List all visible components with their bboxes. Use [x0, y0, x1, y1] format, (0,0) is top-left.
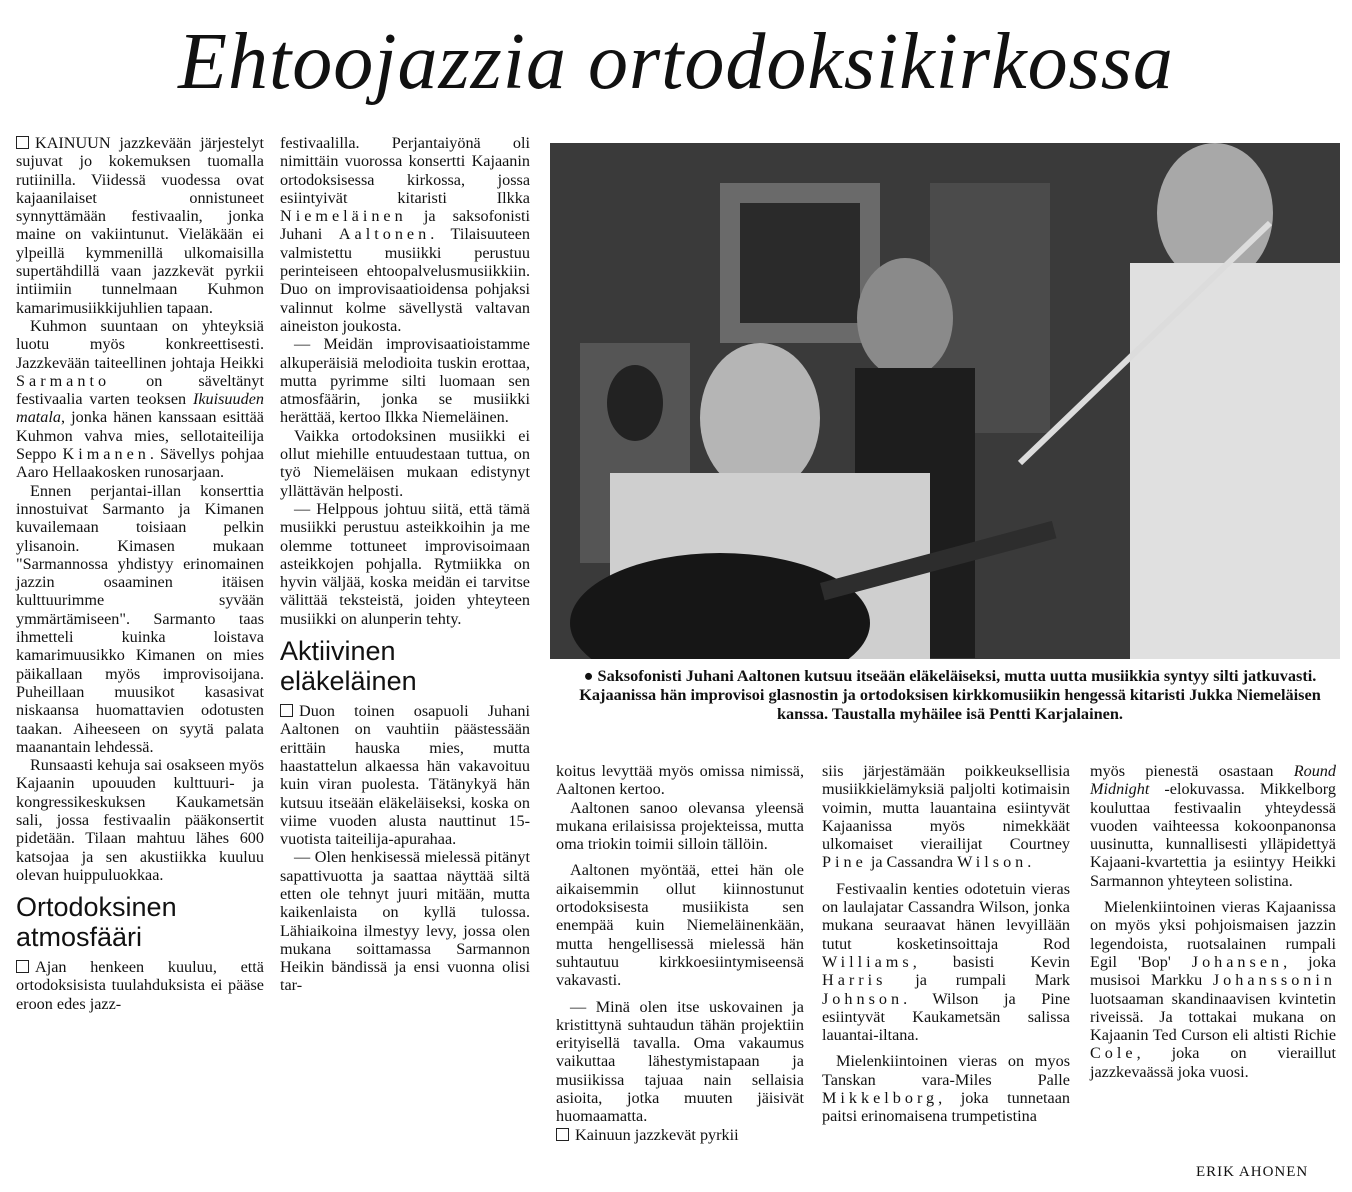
paragraph: Runsaasti kehuja sai osakseen myös Kajaanin upouuden kulttuuri- ja kongressikeskuksen Kaukametsän sali, jossa festivaalin pääkonsertit pidetään. Tilaan mahtuu lähes 600 katsojaa ja sen akustiikka kuuluu olevan huippuluokkaa.	[16, 756, 264, 884]
headline: Ehtoojazzia ortodoksikirkossa	[178, 18, 1174, 106]
paragraph: — Meidän improvisaatioistamme alkuperäisiä melodioita tuskin erottaa, mutta pyrimme silti luomaan sen atmosfäärin, jonka se musiikki herättää, kertoo Ilkka Niemeläinen.	[280, 335, 530, 427]
paragraph: KAINUUN jazzkevään järjestelyt sujuvat jo kokemuksen tuomalla rutiinilla. Viidessä vuodessa ovat kajaanilaiset onnistuneet synnyttämään festivaalin, jonka maine on vakiintunut. Vieläkään ei ylpeillä kymmenillä ulkomaisilla supertähdillä vaan jazzkevät pyrkii intiimiin tunnelmaan Kuhmon kamarimusiikkijuhlien tapaan.	[16, 134, 264, 317]
column-2	[280, 134, 530, 995]
paragraph: Aaltonen myöntää, ettei hän ole aikaisemmin ollut kiinnostunut ortodoksisesta musiikista sen enempää kuin Niemeläinenkään, mutta hengellisessä mielessä hän suhtautuu kirkkoesiintymiseensä vakavasti.	[556, 861, 804, 990]
paragraph: — Olen henkisessä mielessä pitänyt sapattivuotta ja saattaa näyttää siltä etten ole tehnyt juuri mitään, mutta kaikenlaista on kyllä tulossa. Lähiaikoina ilmestyy levy, jossa olen mukana soittamassa Sarmannon Heikin bändissä ja ensi vuonna olisi tar-	[280, 848, 530, 995]
photo-caption: ● Saksofonisti Juhani Aaltonen kutsuu itseään eläkeläiseksi, mutta uutta musiikkia syntyy silti jatkuvasti. Kajaanissa hän improvisoi glasnostin ja ortodoksisen kirkkomusiikin hengessä kitaristi Jukka Niemeläisen kanssa. Taustalla myhäilee isä Pentti Karjalainen.	[579, 666, 1321, 723]
paragraph: Kuhmon suuntaan on yhteyksiä luotu myös konkreettisesti. Jazzkevään taiteellinen johtaja Heikki Sarmanto on säveltänyt festivaalia varten teoksen Ikuisuuden matala, jonka hänen kanssaan esittää Kuhmon vahva mies, sellotaiteilija Seppo Kimanen. Sävellys pohjaa Aaro Hellaakosken runosarjaan.	[16, 316, 264, 482]
byline: ERIK AHONEN	[1196, 1164, 1309, 1180]
paragraph: Ajan henkeen kuuluu, että ortodoksisista tuulahduksista ei pääse eroon edes jazz-	[16, 958, 264, 1013]
paragraph: myös pienestä osastaan Round Midnight -elokuvassa. Mikkelborg kouluttaa festivaalin yhteydessä vuoden vaihteessa kokoonpanonsa uusinutta, kunnallisesti ylläpidettyä Kajaani-kvartettia ja esiintyy Heikki Sarmannon yhteyteen solistina.	[1090, 762, 1336, 890]
paragraph: Ennen perjantai-illan konserttia innostuivat Sarmanto ja Kimanen kuvailemaan toisiaan pelkin ylisanoin. Kimasen mukaan "Sarmannossa yhdistyy erinomainen jazzin osaaminen itäisen kulttuurimme syvään ymmärtämiseen". Sarmanto taas ihmetteli kuinka loistava kamarimuusikko Kimanen on mies päikallaan myös improvisoijana. Puheillaan muusikot kasasivat niskaansa huomattavien odotusten taakan. Aiheeseen on syytä palata maanantain lehdessä.	[16, 481, 264, 756]
column-4	[822, 762, 1070, 1126]
paragraph: siis järjestämään poikkeuksellisia musiikkielämyksiä paljolti kotimaisin voimin, mutta lauantaina esiintyvät Kajaanissa myös nimekkäät ulkomaiset vierailijat Courtney Pine ja Cassandra Wilson.	[822, 762, 1070, 872]
subheading: Ortodoksinen atmosfääri	[16, 892, 177, 953]
paragraph: Duon toinen osapuoli Juhani Aaltonen on vauhtiin päästessään erittäin hauska mies, mutta haastattelun alkaessa hän vakavoituu kuin viran puolesta. Tätänykyä hän kutsuu itseään eläkeläiseksi, koska on viime vuoden alusta nauttinut 15-vuotista taiteilija-apurahaa.	[280, 702, 530, 849]
subheading: Aktiivinen eläkeläinen	[280, 636, 417, 697]
paragraph: festivaalilla. Perjantaiyönä oli nimittäin vuorossa konsertti Kajaanin ortodoksisessa kirkossa, jossa esiintyivät kitaristi Ilkka Niemeläinen ja saksofonisti Juhani Aaltonen. Tilaisuuteen valmistettu musiikki perustuu perinteiseen ehtoopalvelusmusiikkiin. Duo on improvisaatioidensa pohjaksi valinnut kolme sävellystä valtavan aineiston joukosta.	[280, 134, 530, 335]
paragraph: — Minä olen itse uskovainen ja kristittynä suhtaudun tähän projektiin erityisellä tavalla. Oma vakaumus vaikuttaa lähestymistapaan ja musiikissa tajuaa nain sellaisia asioita, jotka muuten jäisivät huomaamatta.	[556, 997, 804, 1126]
column-5	[1090, 762, 1336, 1081]
paragraph: koitus levyttää myös omissa nimissä, Aaltonen kertoo.	[556, 762, 804, 799]
paragraph: Festivaalin kenties odotetuin vieras on laulajatar Cassandra Wilson, jonka mukana seuraavat hänen levyillään tutut kosketinsoittaja Rod Williams, basisti Kevin Harris ja rumpali Mark Johnson. Wilson ja Pine esiintyvät Kaukametsän salissa lauantai-iltana.	[822, 879, 1070, 1045]
square-bullet-icon	[16, 960, 29, 973]
paragraph: Mielenkiintoinen vieras on myos Tanskan vara-Miles Palle Mikkelborg, joka tunnetaan paitsi erinomaisena trumpetistina	[822, 1052, 1070, 1126]
photo-musicians-in-church	[550, 143, 1340, 659]
square-bullet-icon	[556, 1128, 569, 1141]
paragraph: — Helppous johtuu siitä, että tämä musiikki perustuu asteikkoihin ja me olemme tottuneet improvisoimaan asteikkojen pohjalla. Rytmiikka on hyvin väljää, koska meidän ei tarvitse välittää teksteistä, joiden yhteyteen musiikki on alunperin tehty.	[280, 499, 530, 628]
paragraph: Aaltonen sanoo olevansa yleensä mukana erilaisissa projekteissa, mutta oma triokin toimii silloin tällöin.	[556, 798, 804, 854]
square-bullet-icon	[280, 704, 293, 717]
column-1	[16, 134, 264, 1013]
paragraph: Mielenkiintoinen vieras Kajaanissa on myös yksi pohjoismaisen jazzin legendoista, ruotsalainen rumpali Egil 'Bop' Johansen, joka musisoi Markku Johanssonin luotsaaman skandinaavisen kvintetin riveissä. Ja tottakai mukana on Kajaanin Ted Curson eli altisti Richie Cole, joka on vieraillut jazzkevaässä joka vuosi.	[1090, 898, 1337, 1081]
paragraph: Vaikka ortodoksinen musiikki ei ollut miehille entuudestaan tuttua, on työ Niemeläisen mukaan edistynyt yllättävän helposti.	[280, 426, 530, 500]
paragraph: Kainuun jazzkevät pyrkii	[556, 1126, 804, 1144]
photo-illustration	[550, 143, 1340, 659]
column-3	[556, 762, 804, 1144]
square-bullet-icon	[16, 136, 29, 149]
